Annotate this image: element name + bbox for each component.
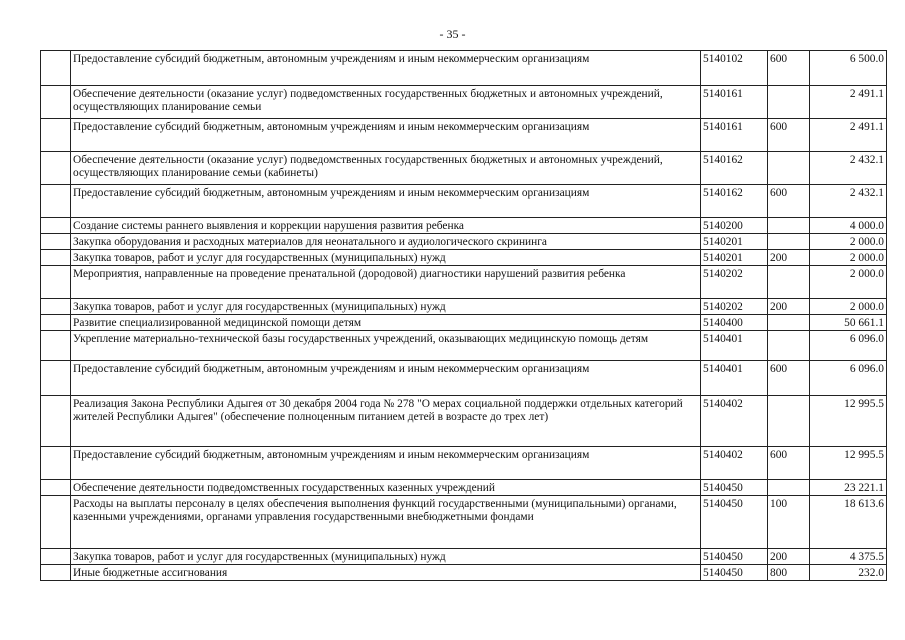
table-row xyxy=(41,447,887,480)
table-row xyxy=(41,218,887,234)
table-row xyxy=(41,86,887,119)
row-marker-cell xyxy=(41,396,71,447)
row-marker-cell xyxy=(41,152,71,185)
expense-name-cell: Предоставление субсидий бюджетным, автономным учреждениям и иным некоммерческим организациям xyxy=(71,119,701,152)
table-row xyxy=(41,315,887,331)
row-marker-cell xyxy=(41,266,71,299)
amount-cell: 232.0 xyxy=(810,565,887,581)
amount-cell: 2 000.0 xyxy=(810,250,887,266)
expense-name-cell: Расходы на выплаты персоналу в целях обеспечения выполнения функций государственными (муниципальными) органами, казенными учреждениями, органами управления государственными внебюджетными фондами xyxy=(71,496,701,549)
expense-name-cell: Закупка товаров, работ и услуг для государственных (муниципальных) нужд xyxy=(71,299,701,315)
expense-name-cell: Мероприятия, направленные на проведение пренатальной (дородовой) диагностики нарушений развития ребенка xyxy=(71,266,701,299)
amount-cell: 2 432.1 xyxy=(810,185,887,218)
amount-cell: 2 000.0 xyxy=(810,299,887,315)
amount-cell: 2 432.1 xyxy=(810,152,887,185)
expense-type-cell: 200 xyxy=(768,250,810,266)
expense-name-cell: Реализация Закона Республики Адыгея от 30 декабря 2004 года № 278 "О мерах социальной поддержки отдельных категорий жителей Республики Адыгея" (обеспечение полноценным питанием детей в возрасте до трех лет) xyxy=(71,396,701,447)
expense-type-cell: 200 xyxy=(768,549,810,565)
amount-cell: 2 000.0 xyxy=(810,234,887,250)
table-row xyxy=(41,480,887,496)
target-code-cell: 5140402 xyxy=(701,447,768,480)
expense-type-cell xyxy=(768,331,810,361)
amount-cell: 4 375.5 xyxy=(810,549,887,565)
expense-name-cell: Закупка оборудования и расходных материалов для неонатального и аудиологического скрининга xyxy=(71,234,701,250)
amount-cell: 6 096.0 xyxy=(810,331,887,361)
row-marker-cell xyxy=(41,447,71,480)
target-code-cell: 5140202 xyxy=(701,266,768,299)
amount-cell: 12 995.5 xyxy=(810,447,887,480)
target-code-cell: 5140201 xyxy=(701,234,768,250)
target-code-cell: 5140161 xyxy=(701,119,768,152)
expense-type-cell xyxy=(768,234,810,250)
row-marker-cell xyxy=(41,250,71,266)
target-code-cell: 5140102 xyxy=(701,51,768,86)
page-number: - 35 - xyxy=(439,27,466,41)
expense-type-cell: 600 xyxy=(768,51,810,86)
row-marker-cell xyxy=(41,119,71,152)
row-marker-cell xyxy=(41,218,71,234)
amount-cell: 2 491.1 xyxy=(810,86,887,119)
row-marker-cell xyxy=(41,331,71,361)
row-marker-cell xyxy=(41,51,71,86)
expense-type-cell xyxy=(768,152,810,185)
amount-cell: 23 221.1 xyxy=(810,480,887,496)
amount-cell: 18 613.6 xyxy=(810,496,887,549)
amount-cell: 2 000.0 xyxy=(810,266,887,299)
amount-cell: 6 096.0 xyxy=(810,361,887,396)
amount-cell: 50 661.1 xyxy=(810,315,887,331)
table-row xyxy=(41,266,887,299)
expense-type-cell: 100 xyxy=(768,496,810,549)
expense-type-cell xyxy=(768,396,810,447)
target-code-cell: 5140202 xyxy=(701,299,768,315)
expense-name-cell: Обеспечение деятельности (оказание услуг) подведомственных государственных бюджетных и автономных учреждений, осуществляющих планирование семьи (кабинеты) xyxy=(71,152,701,185)
table-row xyxy=(41,119,887,152)
expense-name-cell: Закупка товаров, работ и услуг для государственных (муниципальных) нужд xyxy=(71,549,701,565)
row-marker-cell xyxy=(41,185,71,218)
row-marker-cell xyxy=(41,315,71,331)
table-row xyxy=(41,565,887,581)
expense-name-cell: Предоставление субсидий бюджетным, автономным учреждениям и иным некоммерческим организациям xyxy=(71,185,701,218)
expense-type-cell xyxy=(768,266,810,299)
amount-cell: 4 000.0 xyxy=(810,218,887,234)
expense-name-cell: Обеспечение деятельности (оказание услуг) подведомственных государственных бюджетных и автономных учреждений, осуществляющих планирование семьи xyxy=(71,86,701,119)
table-row xyxy=(41,396,887,447)
amount-cell: 12 995.5 xyxy=(810,396,887,447)
table-row xyxy=(41,496,887,549)
target-code-cell: 5140450 xyxy=(701,565,768,581)
row-marker-cell xyxy=(41,496,71,549)
target-code-cell: 5140161 xyxy=(701,86,768,119)
amount-cell: 6 500.0 xyxy=(810,51,887,86)
table-row xyxy=(41,152,887,185)
expense-type-cell: 800 xyxy=(768,565,810,581)
expense-type-cell xyxy=(768,218,810,234)
target-code-cell: 5140450 xyxy=(701,480,768,496)
target-code-cell: 5140400 xyxy=(701,315,768,331)
row-marker-cell xyxy=(41,480,71,496)
row-marker-cell xyxy=(41,549,71,565)
expense-name-cell: Предоставление субсидий бюджетным, автономным учреждениям и иным некоммерческим организациям xyxy=(71,447,701,480)
expense-type-cell: 600 xyxy=(768,447,810,480)
expense-name-cell: Закупка товаров, работ и услуг для государственных (муниципальных) нужд xyxy=(71,250,701,266)
expense-name-cell: Развитие специализированной медицинской помощи детям xyxy=(71,315,701,331)
target-code-cell: 5140450 xyxy=(701,549,768,565)
row-marker-cell xyxy=(41,234,71,250)
row-marker-cell xyxy=(41,565,71,581)
row-marker-cell xyxy=(41,361,71,396)
expense-type-cell: 200 xyxy=(768,299,810,315)
expense-name-cell: Обеспечение деятельности подведомственных государственных казенных учреждений xyxy=(71,480,701,496)
target-code-cell: 5140401 xyxy=(701,331,768,361)
row-marker-cell xyxy=(41,299,71,315)
expense-type-cell xyxy=(768,315,810,331)
expense-type-cell: 600 xyxy=(768,185,810,218)
target-code-cell: 5140450 xyxy=(701,496,768,549)
target-code-cell: 5140201 xyxy=(701,250,768,266)
budget-table xyxy=(40,50,887,581)
amount-cell: 2 491.1 xyxy=(810,119,887,152)
table-row xyxy=(41,331,887,361)
budget-table-body xyxy=(41,51,887,581)
expense-type-cell xyxy=(768,86,810,119)
expense-name-cell: Предоставление субсидий бюджетным, автономным учреждениям и иным некоммерческим организациям xyxy=(71,51,701,86)
table-row xyxy=(41,51,887,86)
table-row xyxy=(41,361,887,396)
table-row xyxy=(41,185,887,218)
target-code-cell: 5140162 xyxy=(701,185,768,218)
expense-name-cell: Укрепление материально-технической базы государственных учреждений, оказывающих медицинскую помощь детям xyxy=(71,331,701,361)
table-row xyxy=(41,299,887,315)
expense-type-cell: 600 xyxy=(768,119,810,152)
target-code-cell: 5140401 xyxy=(701,361,768,396)
expense-name-cell: Создание системы раннего выявления и коррекции нарушения развития ребенка xyxy=(71,218,701,234)
table-row xyxy=(41,250,887,266)
target-code-cell: 5140200 xyxy=(701,218,768,234)
target-code-cell: 5140162 xyxy=(701,152,768,185)
expense-type-cell: 600 xyxy=(768,361,810,396)
table-row xyxy=(41,234,887,250)
expense-name-cell: Иные бюджетные ассигнования xyxy=(71,565,701,581)
target-code-cell: 5140402 xyxy=(701,396,768,447)
expense-type-cell xyxy=(768,480,810,496)
expense-name-cell: Предоставление субсидий бюджетным, автономным учреждениям и иным некоммерческим организациям xyxy=(71,361,701,396)
row-marker-cell xyxy=(41,86,71,119)
table-row xyxy=(41,549,887,565)
